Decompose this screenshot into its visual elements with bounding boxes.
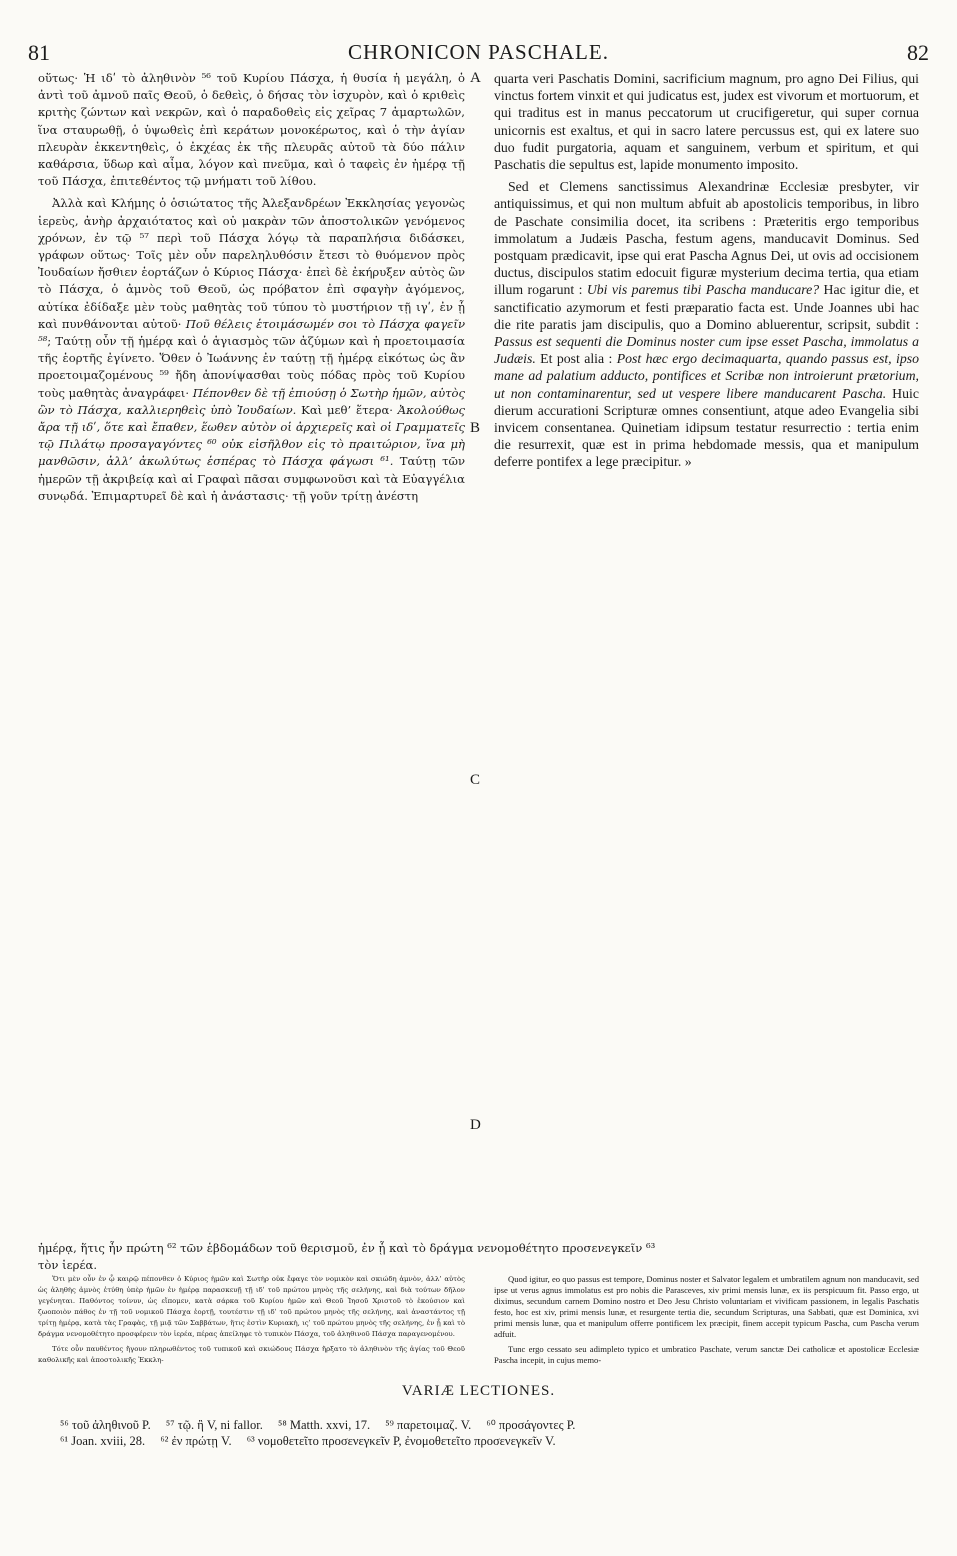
- latin-paragraph-4: Tunc ergo cessato seu adimpleto typico et umbratico Paschate, verum sanctæ Dei catholicæ et apostolicæ Ecclesiæ Pascha incepit, in cujus memo-: [494, 1344, 919, 1366]
- variant-note: ⁵⁹ παρετοιμαζ. V.: [385, 1418, 472, 1432]
- latin-quote: Passus est sequenti die Dominus noster cum ipse esset Pascha, immolatus a Judæis.: [494, 334, 919, 367]
- margin-marker-c: C: [470, 772, 481, 788]
- greek-quote: Ποῦ θέλεις ἑτοιμάσωμέν σοι τὸ Πάσχα φαγεῖν ⁵⁸: [38, 316, 465, 349]
- latin-text: Hac igitur die, et sanctificatio azymorum et festi præparatio facta est. Unde Joannes ubi hac die rite paratis jam discipulis, quo a Domino abluerentur, scripsit, subdit :: [494, 282, 919, 332]
- greek-quote: Πέπονθεν δὲ τῇ ἐπιούσῃ ὁ Σωτὴρ ἡμῶν, αὐτὸς ὢν τὸ Πάσχα, καλλιερηθεὶς ὑπὸ Ἰουδαίων.: [38, 385, 466, 417]
- greek-text: Ταύτῃ τῶν ἡμερῶν τῇ ἀκριβείᾳ καὶ αἱ Γραφαὶ πᾶσαι συμφωνοῦσι καὶ τὰ Εὐαγγέλια συνῳδά. Ἐπιμαρτυρεῖ δὲ καὶ ἡ ἀνάστασις· τῇ γοῦν τρίτῃ ἀνέστη: [38, 454, 465, 503]
- latin-text: Et post alia :: [540, 351, 613, 367]
- latin-column: [494, 70, 919, 476]
- page-number-left: 81: [28, 40, 50, 65]
- variant-note: ⁵⁸ Matth. xxvi, 17.: [278, 1418, 371, 1432]
- variant-note: ⁵⁶ τοῦ ἀληθινοῦ P.: [60, 1418, 151, 1432]
- greek-paragraph-2: [38, 195, 465, 505]
- page-header: [28, 40, 929, 68]
- variae-line-1: [60, 1417, 917, 1433]
- latin-quote: Ubi vis paremus tibi Pascha manducare?: [586, 282, 820, 298]
- greek-quote: Ἀκολούθως ἄρα τῇ ιδʹ, ὅτε καὶ ἔπαθεν, ἕωθεν αὐτὸν οἱ ἀρχιερεῖς καὶ οἱ Γραμματεῖς τῷ Πιλάτῳ προσαγαγόντες ⁶⁰ οὐκ εἰσῆλθον εἰς τὸ πραιτώριον, ἵνα μὴ μανθῶσιν, ἀλλ’ ἀκωλύτως ἑσπέρας τὸ Πάσχα φάγωσι ⁶¹.: [38, 402, 466, 469]
- variant-note: ⁶² ἐν πρώτῃ V.: [160, 1434, 232, 1448]
- latin-paragraph-2: [494, 178, 919, 470]
- greek-text: τὸν ἱερέα.: [38, 1258, 98, 1272]
- greek-text: Ἀλλὰ καὶ Κλήμης ὁ ὁσιώτατος τῆς Ἀλεξανδρέων Ἐκκλησίας γεγονὼς ἱερεὺς, ἀνὴρ ἀρχαιότατος καὶ οὐ μακρὰν τῶν ἀποστολικῶν γενόμενος χρόνων, ἐν τῷ ⁵⁷ περὶ τοῦ Πάσχα λόγῳ τὰ παραπλήσια διδάσκει, γράφων οὕτως· Τοῖς μὲν οὖν παρεληλυθόσιν ἔτεσι τὸ θυόμενον πρὸς Ἰουδαίων ἤσθιεν ἑορτάζων ὁ Κύριος Πάσχα· ἐπεὶ δὲ ἐκήρυξεν αὐτὸς ὢν τὸ Πάσχα, ὁ ἀμνὸς τοῦ Θεοῦ, ὡς πρόβατον ἐπὶ σφαγὴν ἀγόμενος, αὐτίκα ἐδίδαξε μὲν τοὺς μαθητὰς τοῦ τύπου τὸ μυστήριον τῇ ιγʹ, ἐν ᾗ καὶ πυνθάνονται αὐτοῦ·: [38, 196, 465, 331]
- latin-text: Sed et Clemens sanctissimus Alexandrinæ Ecclesiæ presbyter, vir antiquissimus, et qui non multum abfuit ab apostolicis temporibus, in libro de Paschate consimilia docet, ita scribens : Præteritis ergo temporibus immolatum a Judæis Pascha, festum agens, manducavit Dominus. Sed postquam prædicavit, ipse qui erat Pascha Agnus Dei, ut ovis ad occisionem ductus, discipulos statim edocuit figuræ mysterium decima tertia, qua etiam illum rogarunt :: [494, 179, 919, 298]
- latin-quote: Post hæc ergo decimaquarta, quando passus est, ipso mane ad palatium adducto, pontifices et Scribæ non introierunt prætorium, ut non contaminarentur, sed ut vespere libere manducarent Pascha.: [494, 351, 920, 401]
- variant-note: ⁵⁷ τῷ. ἢ V, ni fallor.: [165, 1418, 263, 1432]
- variae-line-2: [60, 1433, 917, 1449]
- margin-marker-d: D: [470, 1117, 481, 1133]
- greek-full-width-line: ἡμέρᾳ, ἥτις ἦν πρώτη ⁶² τῶν ἑβδομάδων τοῦ θερισμοῦ, ἐν ᾗ καὶ τὸ δράγμα νενομοθέτητο προσενεγκεῖν ⁶³: [38, 1241, 656, 1255]
- greek-paragraph-4: Τότε οὖν παυθέντος ἤγουν πληρωθέντος τοῦ τυπικοῦ καὶ σκιώδους Πάσχα ἤρξατο τὸ ἀληθινὸν τῆς ἁγίας τοῦ Θεοῦ καθολικῆς καὶ ἀποστολικῆς Ἐκκλη-: [38, 1345, 465, 1365]
- greek-text: ; Ταύτῃ οὖν τῇ ἡμέρᾳ καὶ ὁ ἁγιασμὸς τῶν ἀζύμων καὶ ἡ προετοιμασία τῆς ἑορτῆς ἐγίνετο. Ὅθεν ὁ Ἰωάννης ἐν ταύτῃ τῇ ἡμέρᾳ εἰκότως ὡς ἂν προετοιμαζομένους ⁵⁹ ἤδη ἀπονίψασθαι τοὺς πόδας πρὸς τοῦ Κυρίου τοὺς μαθητὰς ἀναγράφει·: [38, 334, 465, 400]
- latin-text: Huic dierum accurationi Scripturæ omnes consentiunt, atque adeo Evangelia sibi invicem consentanea. Quinetiam idipsum testatur resurrectio : tertia enim die resurrexit, quæ est in prima hebdomade messis, qua et manipulum deferre pontifex a lege præcipitur. »: [494, 385, 919, 470]
- page-number-right: 82: [907, 40, 929, 65]
- latin-column-bottom: [494, 1274, 919, 1371]
- margin-marker-a: A: [470, 70, 481, 86]
- greek-text: Καὶ μεθ’ ἕτερα·: [301, 402, 393, 417]
- greek-paragraph-1: οὕτως· Ἡ ιδʹ τὸ ἀληθινὸν ⁵⁶ τοῦ Κυρίου Πάσχα, ἡ θυσία ἡ μεγάλη, ὁ ἀντὶ τοῦ ἀμνοῦ παῖς Θεοῦ, ὁ δεθεὶς, ὁ δήσας τὸν ἰσχυρὸν, καὶ ὁ κριθεὶς κριτὴς ζώντων καὶ νεκρῶν, καὶ ὁ παραδοθεὶς εἰς χεῖρας 7 ἁμαρτωλῶν, ἵνα σταυρωθῇ, ὁ ὑψωθεὶς ἐπὶ κεράτων μονοκέρωτος, καὶ ὁ τὴν ἁγίαν πλευρὰν ἐκκεντηθεὶς, ὁ ἐκχέας ἐκ τῆς πλευρᾶς αὐτοῦ τὰ δύο πάλιν καθάρσια, ὕδωρ καὶ αἷμα, λόγον καὶ πνεῦμα, καὶ ὁ ταφεὶς ἐν ἡμέρᾳ τῇ τοῦ Πάσχα, ἐπιτεθέντος τῷ μνήματι τοῦ λίθου.: [38, 71, 465, 189]
- running-title: CHRONICON PASCHALE.: [348, 40, 609, 64]
- latin-paragraph-1: quarta veri Paschatis Domini, sacrificium magnum, pro agno Dei Filius, qui vinctus fortem vinxit et qui judicatus est, judex est vivorum et mortuorum, et qui traditus est in manus peccatorum ut crucifigeretur, qui super cornua unicornis est exaltus, et qui in sacro latere percussus est, qui ex latere suo duo fudit purgatoria, aquam et sanguinem, verbum et spiritum, et qui Paschatis die sepultus est, lapide monumento imposito.: [494, 71, 919, 173]
- variant-note: ⁶⁰ προσάγοντες P.: [486, 1418, 576, 1432]
- greek-column: [38, 70, 465, 510]
- variant-note: ⁶¹ Joan. xviii, 28.: [60, 1434, 146, 1448]
- greek-column-bottom: [38, 1274, 465, 1371]
- greek-paragraph-3: Ὅτι μὲν οὖν ἐν ᾧ καιρῷ πέπονθεν ὁ Κύριος ἡμῶν καὶ Σωτὴρ οὐκ ἔφαγε τὸν νομικὸν καὶ σκιώδη ἀμνὸν, ἀλλ’ αὐτὸς ὡς ἀληθὴς ἀμνὸς ἐτύθη ὑπὲρ ἡμῶν ἐν ἡμέρᾳ παρασκευῇ τῇ ιδʹ τοῦ πρώτου μηνὸς τῆς σελήνης, καὶ διὰ τούτων δῆλον γεγένηται. Παθόντος τοίνυν, ὡς εἴπομεν, κατὰ σάρκα τοῦ Κυρίου ἡμῶν καὶ Θεοῦ Ἰησοῦ Χριστοῦ τὸ ἑκούσιον καὶ ζωοποιὸν πάθος ἐν τῇ τοῦ νομικοῦ Πάσχα ἑορτῇ, τουτέστιν τῇ ιδʹ τοῦ πρώτου μηνὸς τῆς σελήνης, καὶ ἀναστάντος τῇ τρίτῃ ἡμέρᾳ, κατὰ τὰς Γραφὰς, τῇ μιᾷ τῶν Σαββάτων, ἥτις ἐστὶν Κυριακὴ, ιςʹ τοῦ πρώτου μηνὸς τῆς σελήνης, ἐν ᾗ καὶ τὸ δράγμα νενομοθέτητο προσφέρειν τὸν ἱερέα, πέρας ἀπείληφε τὸ τυπικὸν Πάσχα, τοῦ ἀληθινοῦ Πάσχα παραγενομένου.: [38, 1275, 465, 1338]
- margin-marker-b: B: [470, 420, 481, 436]
- variant-note: ⁶³ νομοθετεῖτο προσενεγκεῖν P, ἐνομοθετεῖτο προσενεγκεῖν V.: [246, 1434, 556, 1448]
- variae-lectiones: [60, 1417, 917, 1449]
- latin-paragraph-3: Quod igitur, eo quo passus est tempore, Dominus noster et Salvator legalem et umbratilem agnum non manducavit, sed ipse ut verus agnus immolatus est pro nobis die Parasceves, xiv primi mensis lunæ, ex iis perspicuum fit. Passo ergo, ut diximus, secundum carnem Domino nostro et Deo Jesu Christo voluntariam et vivificam passionem, in legalis Paschatis festo, hoc est xiv, primi mensis lunæ, et resurgente tertia die, secundum Scripturas, una Sabbati, quæ est Dominica, xvi primi mensis lunæ, qua et manipulum offerre pontificem lex præcipit, finem accepit typicum Pascha, cum Pascha verum adfuit.: [494, 1274, 919, 1339]
- variae-lectiones-title: VARIÆ LECTIONES.: [401, 1383, 556, 1399]
